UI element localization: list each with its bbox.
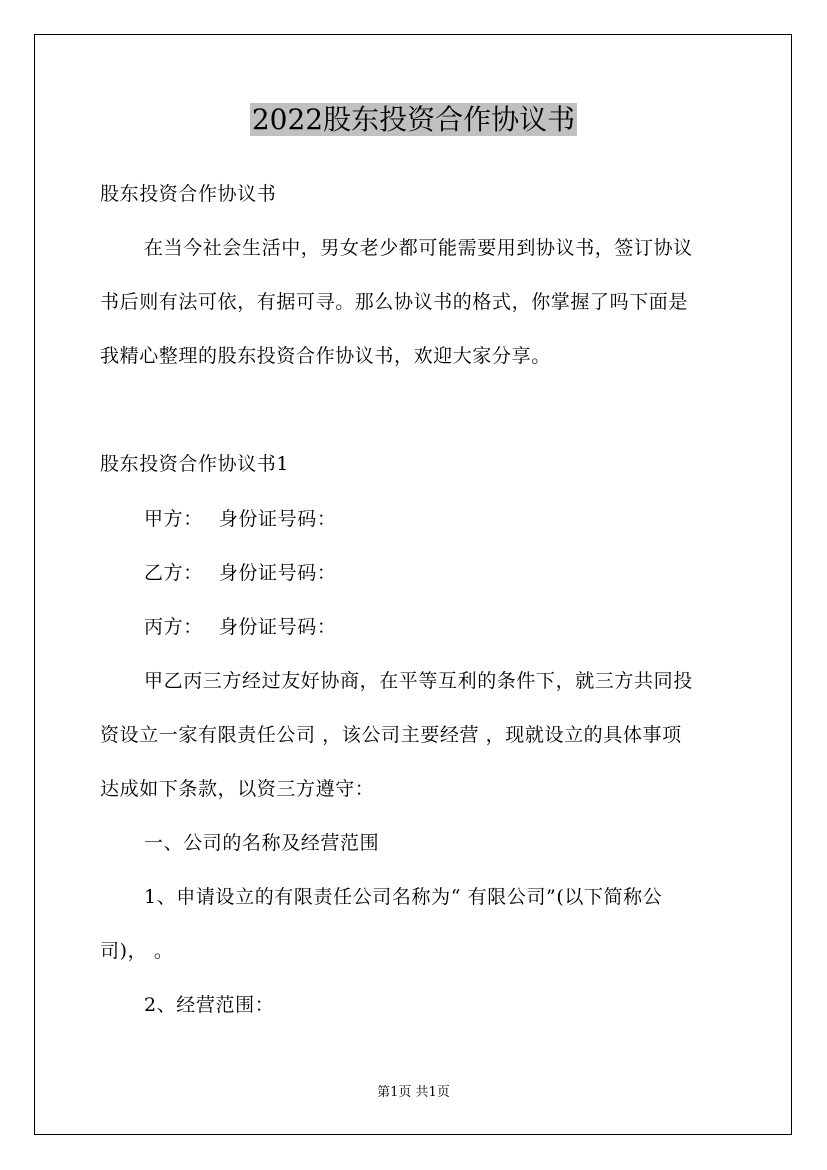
party-a-id-label: 身份证号码： — [218, 508, 337, 530]
section-title: 股东投资合作协议书1 — [100, 453, 290, 475]
subtitle: 股东投资合作协议书 — [100, 183, 277, 205]
party-c-role: 丙方： — [144, 616, 203, 638]
party-a-role: 甲方： — [144, 508, 203, 530]
intro-line-3: 我精心整理的股东投资合作协议书，欢迎大家分享。 — [100, 345, 551, 367]
party-a — [144, 507, 336, 531]
intro-line-2: 书后则有法可依，有据可寻。那么协议书的格式，你掌握了吗下面是 — [100, 291, 689, 313]
party-b-role: 乙方： — [144, 562, 203, 584]
clause-2: 2、经营范围： — [144, 994, 275, 1016]
clause-1-line-1: 1、申请设立的有限责任公司名称为“ 有限公司”(以下简称公 — [144, 886, 663, 908]
body-line-2: 资设立一家有限责任公司 ，该公司主要经营 ，现就设立的具体事项 — [100, 724, 682, 746]
party-b — [144, 561, 336, 585]
party-c-id-label: 身份证号码： — [218, 616, 337, 638]
body-line-3: 达成如下条款，以资三方遵守： — [100, 778, 375, 800]
clause-1-line-2: 司)， 。 — [100, 940, 174, 962]
party-b-id-label: 身份证号码： — [218, 562, 337, 584]
party-c — [144, 615, 336, 639]
page-footer: 第1页 共1页 — [377, 1085, 450, 1100]
body-line-1: 甲乙丙三方经过友好协商，在平等互利的条件下，就三方共同投 — [144, 670, 693, 692]
document-title: 2022股东投资合作协议书 — [251, 103, 576, 136]
intro-line-1: 在当今社会生活中，男女老少都可能需要用到协议书，签订协议 — [144, 237, 693, 259]
clause-heading: 一、公司的名称及经营范围 — [144, 832, 380, 854]
